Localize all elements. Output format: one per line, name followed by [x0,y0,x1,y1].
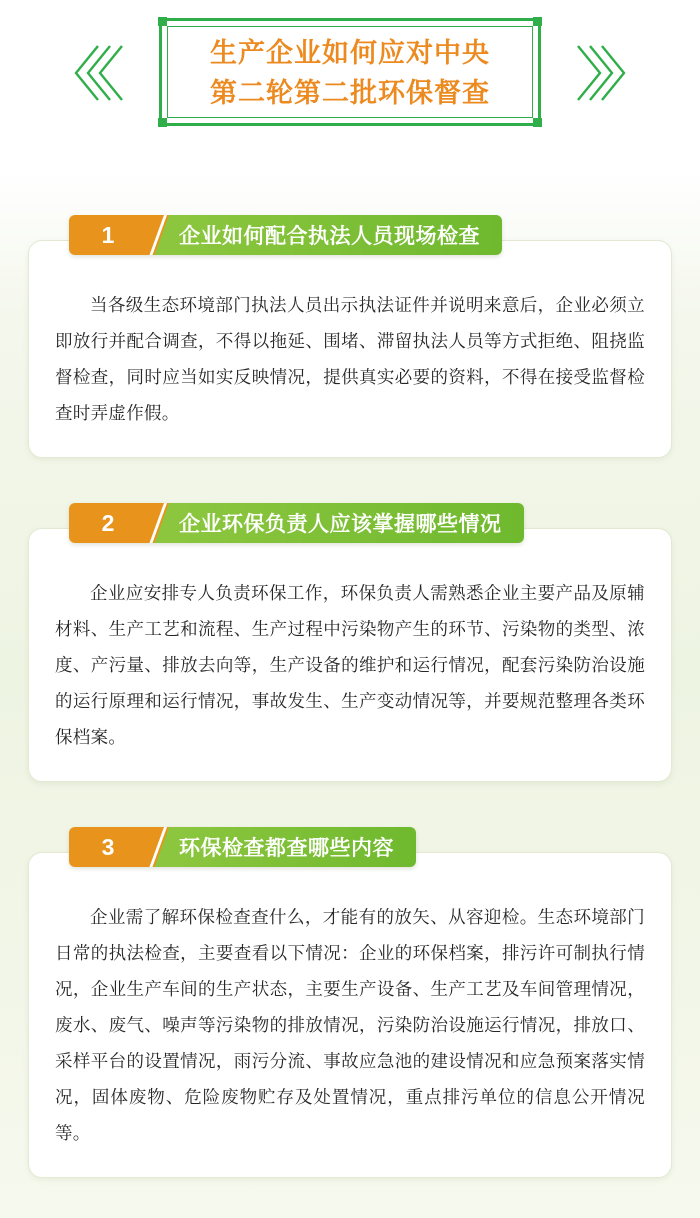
page-title [162,33,538,113]
page-title-line-1: 生产企业如何应对中央 [210,38,490,68]
frame-corner-bottom-right [533,118,542,127]
frame-corner-bottom-left [158,118,167,127]
section-1-number: 1 [69,215,147,255]
section-list [0,130,700,1218]
left-ornament-icon [70,42,130,104]
section-3-heading: 环保检查都查哪些内容 [173,827,416,867]
page-title-line-2: 第二轮第二批环保督查 [210,78,490,108]
section-1-card [28,221,672,458]
section-2-card [28,509,672,782]
section-2-heading: 企业环保负责人应该掌握哪些情况 [173,503,524,543]
title-frame [159,18,541,126]
section-2-header [69,503,524,543]
section-2-divider-icon [147,503,173,543]
section-3-card [28,833,672,1178]
frame-corner-top-left [158,17,167,26]
section-2-number: 2 [69,503,147,543]
header-inner [70,18,630,130]
page-header [0,0,700,130]
section-3-header [69,827,416,867]
section-1 [0,221,700,458]
section-1-heading: 企业如何配合执法人员现场检查 [173,215,502,255]
section-1-divider-icon [147,215,173,255]
section-3 [0,833,700,1178]
section-3-divider-icon [147,827,173,867]
section-3-body: 企业需了解环保检查查什么，才能有的放矢、从容迎检。生态环境部门日常的执法检查，主要查看以下情况：企业的环保档案，排污许可制执行情况，企业生产车间的生产状态，主要生产设备、生产工艺及车间管理情况，废水、废气、噪声等污染物的排放情况，污染防治设施运行情况，排放口、采样平台的设置情况，雨污分流、事故应急池的建设情况和应急预案落实情况，固体废物、危险废物贮存及处置情况，重点排污单位的信息公开情况等。 [55,907,645,1143]
frame-corner-top-right [533,17,542,26]
section-2-body: 企业应安排专人负责环保工作，环保负责人需熟悉企业主要产品及原辅材料、生产工艺和流程、生产过程中污染物产生的环节、污染物的类型、浓度、产污量、排放去向等，生产设备的维护和运行情况，配套污染防治设施的运行原理和运行情况，事故发生、生产变动情况等，并要规范整理各类环保档案。 [55,583,645,747]
right-ornament-icon [570,42,630,104]
section-1-header [69,215,502,255]
section-1-body: 当各级生态环境部门执法人员出示执法证件并说明来意后，企业必须立即放行并配合调查，不得以拖延、围堵、滞留执法人员等方式拒绝、阻挠监督检查，同时应当如实反映情况，提供真实必要的资料，不得在接受监督检查时弄虚作假。 [55,295,645,423]
section-2 [0,509,700,782]
section-3-number: 3 [69,827,147,867]
